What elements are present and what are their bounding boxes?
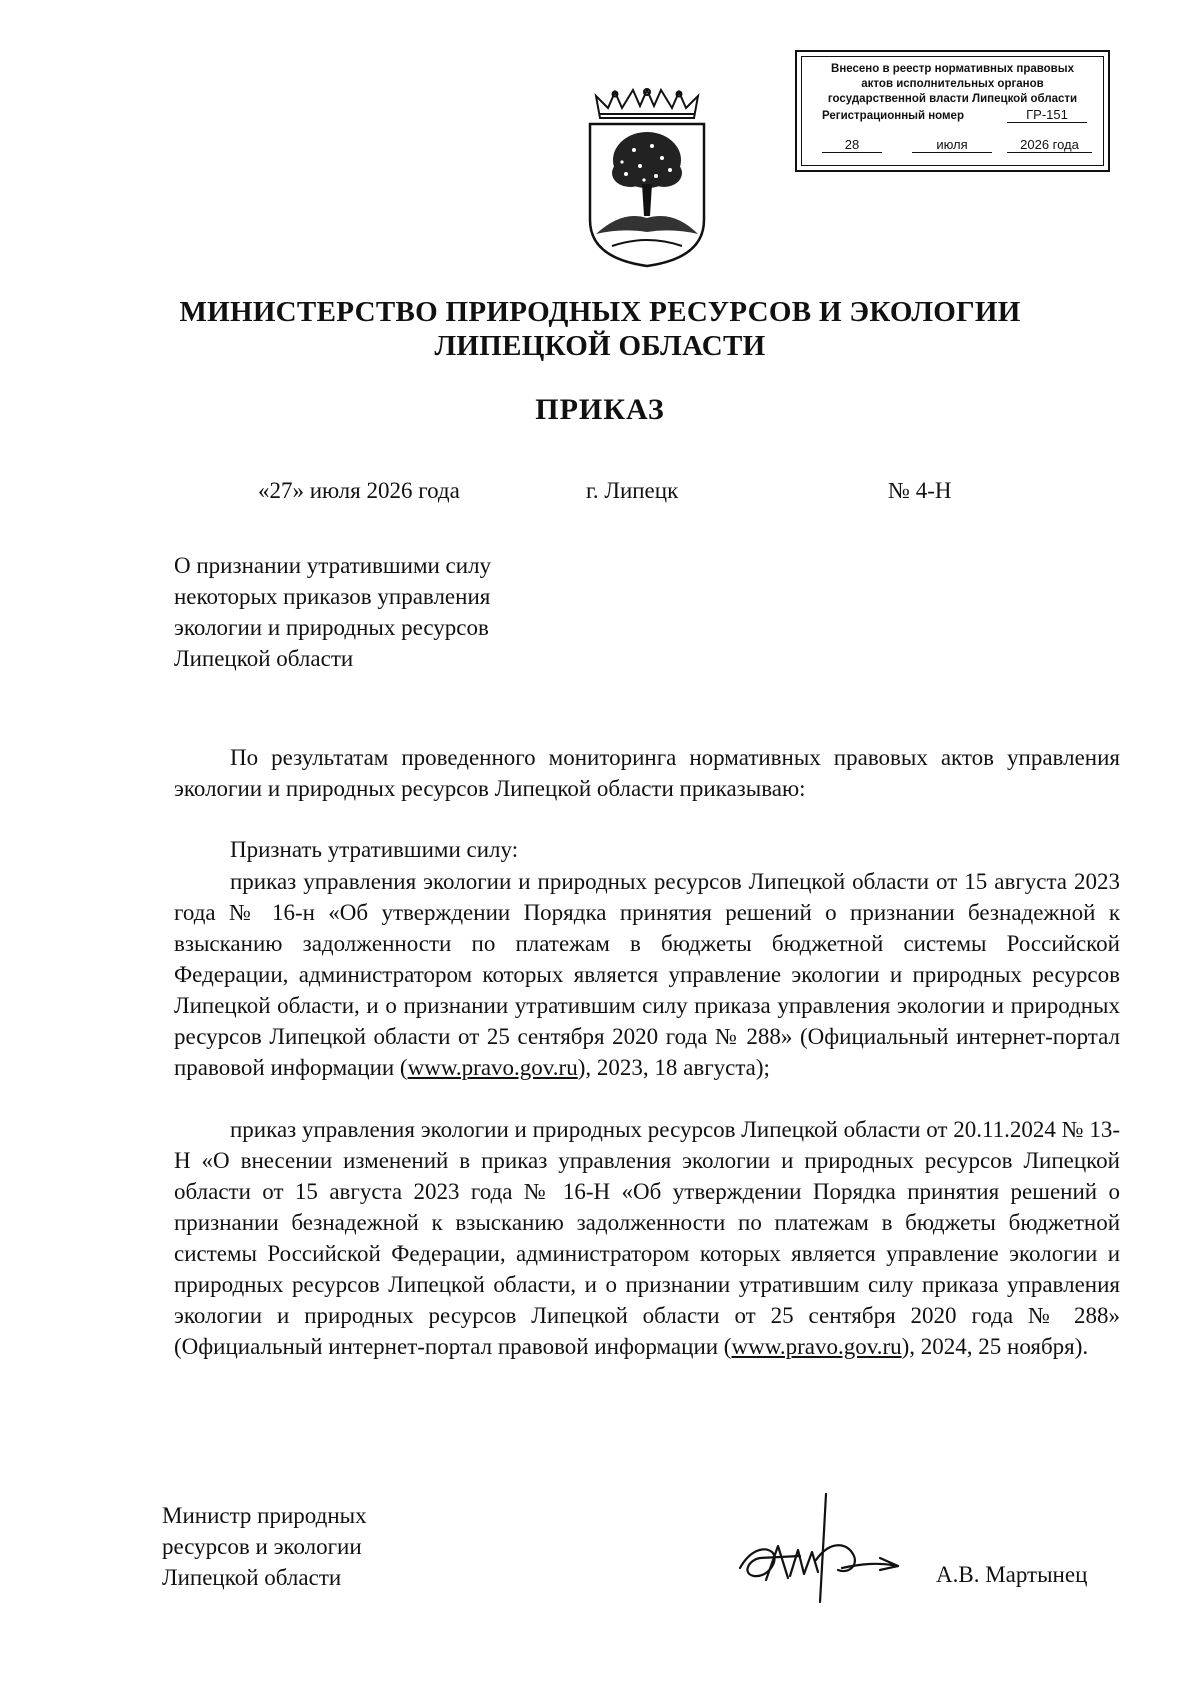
stamp-year: 2026 года xyxy=(1007,137,1092,153)
signatory-title-line-2: ресурсов и экологии xyxy=(162,1534,362,1559)
item-2-text: приказ управления экологии и природных ресурсов Липецкой области от 20.11.2024 № 13-Н «О внесении изменений в приказ управления экологии и природных ресурсов Липецкой области от 15 августа 2023 года № 16-Н «Об утверждении Порядка принятия решений о признании безнадежной к взысканию задолженности по платежам в бюджеты бюджетной системы Российской Федерации, администратором которых является управление экологии и природных ресурсов Липецкой области, и о признании утратившим силу приказа управления экологии и природных ресурсов Липецкой области от 25 сентября 2020 года № 288» (Официальный интернет-портал правовой информации ( xyxy=(174,1117,1120,1359)
signatory-title-line-3: Липецкой области xyxy=(162,1565,342,1590)
registry-stamp xyxy=(795,50,1110,172)
stamp-month: июля xyxy=(912,137,992,153)
subject-line-3: экологии и природных ресурсов xyxy=(174,615,489,640)
stamp-line-1: Внесено в реестр нормативных правовых xyxy=(831,63,1074,75)
order-city: г. Липецк xyxy=(586,478,679,503)
item-1-tail: ), 2023, 18 августа); xyxy=(577,1055,770,1080)
order-date: «27» июля 2026 года xyxy=(258,478,460,503)
signatory-title xyxy=(162,1500,367,1593)
item-1-text: приказ управления экологии и природных ресурсов Липецкой области от 15 августа 2023 года № 16-н «Об утверждении Порядка принятия решений о признании безнадежной к взысканию задолженности по платежам в бюджеты бюджетной системы Российской Федерации, администратором которых является управление экологии и природных ресурсов Липецкой области, и о признании утратившим силу приказа управления экологии и природных ресурсов Липецкой области от 25 сентября 2020 года № 288» (Официальный интернет-портал правовой информации ( xyxy=(174,869,1120,1080)
ministry-name xyxy=(150,295,1050,363)
order-subject xyxy=(174,550,491,674)
subject-line-4: Липецкой области xyxy=(174,646,354,671)
signatory-title-line-1: Министр природных xyxy=(162,1503,367,1528)
ministry-name-line-2: ЛИПЕЦКОЙ ОБЛАСТИ xyxy=(434,330,766,362)
decree-paragraph: Признать утратившими силу: xyxy=(230,837,519,862)
item-2-tail: ), 2024, 25 ноября). xyxy=(901,1334,1089,1359)
intro-paragraph: По результатам проведенного мониторинга нормативных правовых актов управления экологии и природных ресурсов Липецкой области приказываю: xyxy=(174,745,1120,801)
registry-stamp-inner-border xyxy=(801,56,1104,166)
stamp-day: 28 xyxy=(822,137,882,153)
lipetsk-coat-of-arms-icon xyxy=(582,88,712,270)
handwritten-signature-icon xyxy=(730,1490,910,1605)
order-number: № 4-Н xyxy=(888,478,952,503)
subject-line-2: некоторых приказов управления xyxy=(174,584,491,609)
stamp-registration-label: Регистрационный номер xyxy=(822,110,964,122)
document-type: ПРИКАЗ xyxy=(535,393,665,426)
stamp-line-2: актов исполнительных органов xyxy=(861,78,1044,90)
item-2-link[interactable]: www.pravo.gov.ru xyxy=(731,1334,902,1359)
signatory-name: А.В. Мартынец xyxy=(936,1562,1088,1587)
item-2-paragraph xyxy=(174,1114,1120,1362)
item-1-paragraph xyxy=(174,866,1120,1083)
stamp-registration-number: ГР-151 xyxy=(1007,107,1087,123)
stamp-line-3: государственной власти Липецкой области xyxy=(827,93,1078,105)
item-1-link[interactable]: www.pravo.gov.ru xyxy=(407,1055,578,1080)
ministry-name-line-1: МИНИСТЕРСТВО ПРИРОДНЫХ РЕСУРСОВ И ЭКОЛОГИИ xyxy=(179,296,1021,328)
subject-line-1: О признании утратившими силу xyxy=(174,553,492,578)
